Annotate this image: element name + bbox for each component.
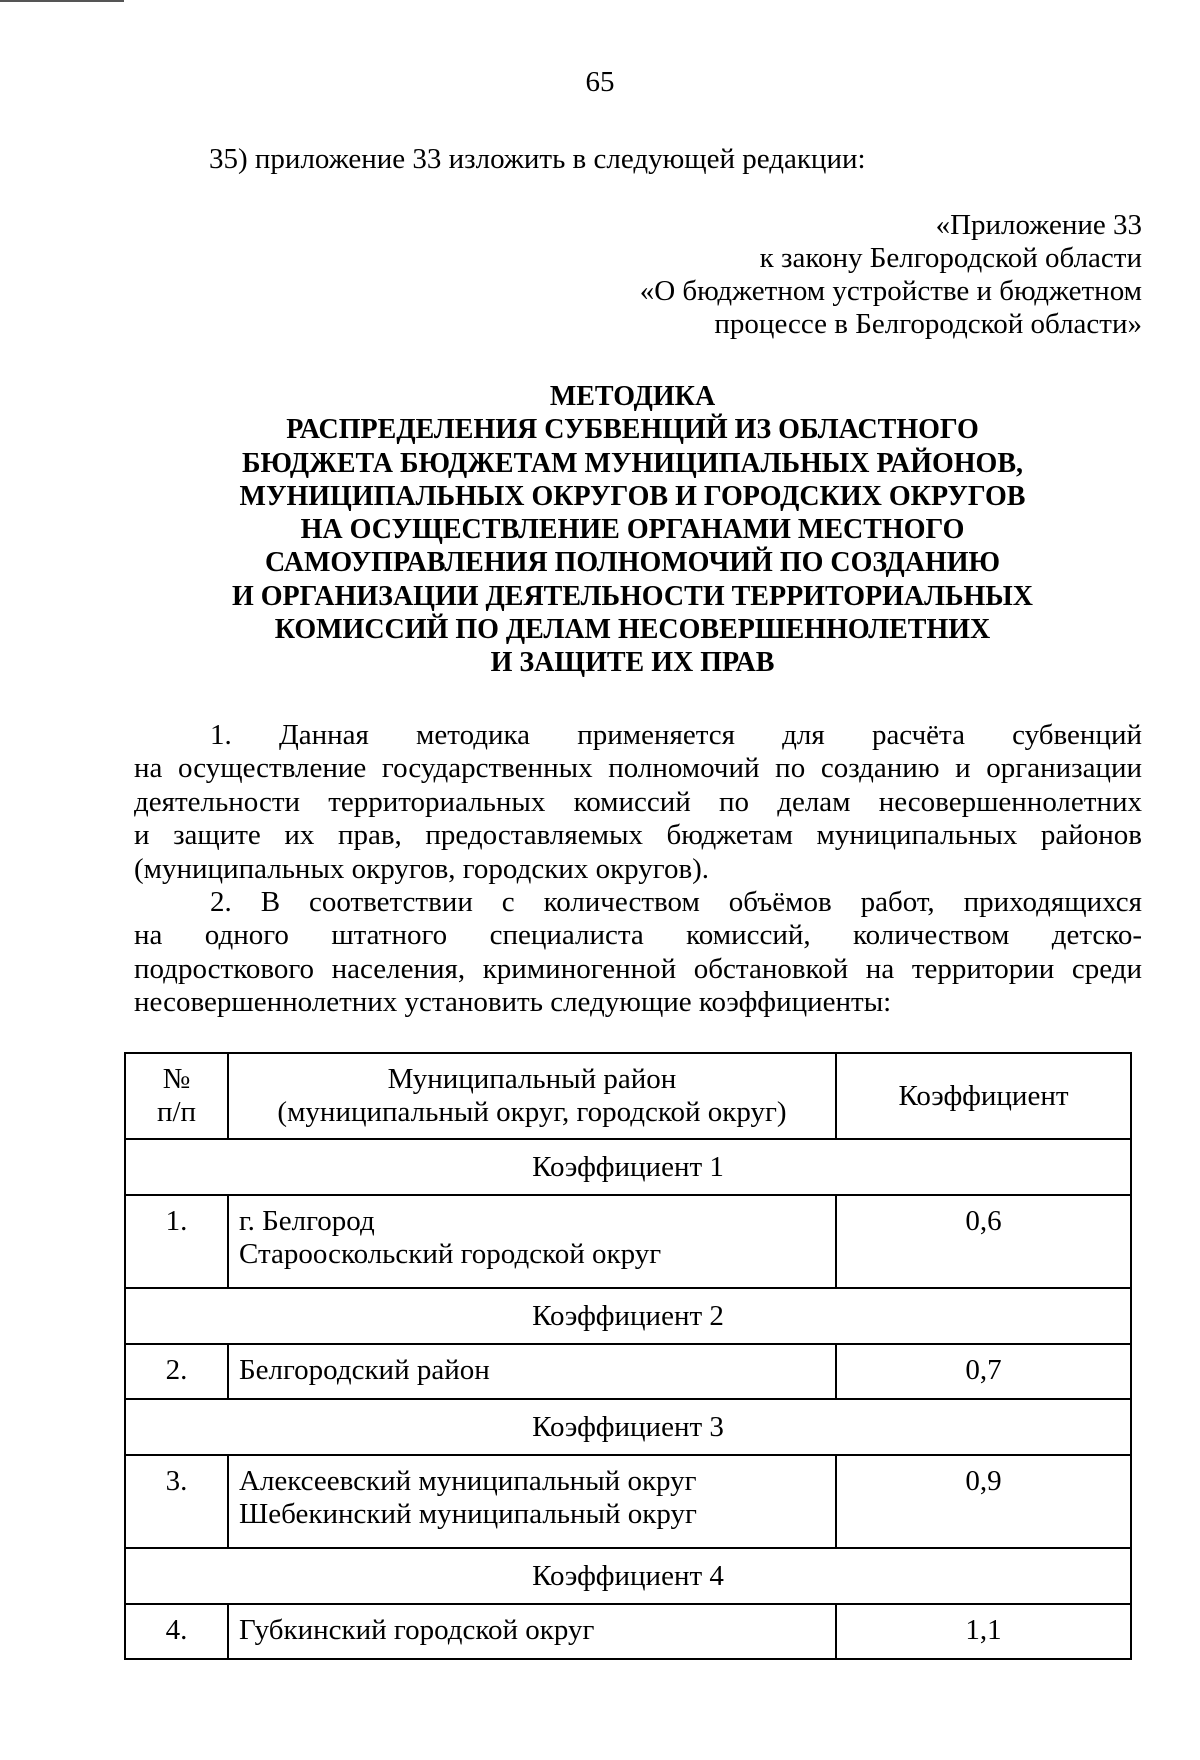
annex-reference — [640, 209, 1142, 341]
title-line: БЮДЖЕТА БЮДЖЕТАМ МУНИЦИПАЛЬНЫХ РАЙОНОВ, — [241, 447, 1024, 479]
annex-line: «О бюджетном устройстве и бюджетном — [639, 275, 1142, 307]
table-header-row — [125, 1053, 1131, 1139]
title-line: МУНИЦИПАЛЬНЫХ ОКРУГОВ И ГОРОДСКИХ ОКРУГОВ — [239, 480, 1026, 512]
amendment-intro: 35) приложение 33 изложить в следующей редакции: — [209, 143, 866, 175]
annex-line: процессе в Белгородской области» — [714, 308, 1142, 340]
page-number: 65 — [585, 66, 615, 98]
group-row — [125, 1139, 1131, 1195]
row-municipality: г. Белгород Старооскольский городской округ — [228, 1195, 836, 1288]
row-coefficient: 1,1 — [836, 1604, 1131, 1659]
table-row — [125, 1604, 1131, 1659]
paragraph-line: 2. В соответствии с количеством объёмов работ, приходящихся — [210, 886, 1142, 918]
paragraph-line: на осуществление государственных полномочий по созданию и организации — [134, 752, 1142, 785]
title-line: И ЗАЩИТЕ ИХ ПРАВ — [490, 647, 775, 679]
group-title: Коэффициент 1 — [125, 1139, 1131, 1195]
row-coefficient: 0,6 — [836, 1195, 1131, 1288]
row-municipality: Белгородский район — [228, 1344, 836, 1399]
table-row — [125, 1344, 1131, 1399]
paragraph-line: подросткового населения, криминогенной обстановкой на территории среди — [134, 952, 1142, 985]
title-line: И ОРГАНИЗАЦИИ ДЕЯТЕЛЬНОСТИ ТЕРРИТОРИАЛЬНЫХ — [231, 580, 1034, 612]
header-municipality: Муниципальный район (муниципальный округ, городской округ) — [228, 1053, 836, 1139]
row-number: 4. — [125, 1604, 228, 1659]
annex-line: к закону Белгородской области — [759, 242, 1142, 274]
group-row — [125, 1288, 1131, 1344]
group-row — [125, 1399, 1131, 1455]
coefficient-table — [124, 1052, 1132, 1660]
title-line: РАСПРЕДЕЛЕНИЯ СУБВЕНЦИЙ ИЗ ОБЛАСТНОГО — [286, 414, 979, 446]
paragraph-line: (муниципальных округов, городских округов). — [134, 852, 710, 885]
table-row — [125, 1195, 1131, 1288]
row-coefficient: 0,9 — [836, 1455, 1131, 1548]
row-coefficient: 0,7 — [836, 1344, 1131, 1399]
row-number: 1. — [125, 1195, 228, 1288]
table-row — [125, 1455, 1131, 1548]
paragraph-line: на одного штатного специалиста комиссий, количеством детско- — [134, 919, 1142, 952]
group-row — [125, 1548, 1131, 1604]
group-title: Коэффициент 2 — [125, 1288, 1131, 1344]
title-line: НА ОСУЩЕСТВЛЕНИЕ ОРГАНАМИ МЕСТНОГО — [300, 514, 965, 546]
paragraph-line: деятельности территориальных комиссий по делам несовершеннолетних — [134, 785, 1142, 818]
group-title: Коэффициент 3 — [125, 1399, 1131, 1455]
row-number: 3. — [125, 1455, 228, 1548]
annex-line: «Приложение 33 — [935, 209, 1142, 241]
paragraph-line: 1. Данная методика применяется для расчёта субвенций — [210, 719, 1142, 751]
header-number: № п/п — [125, 1053, 228, 1139]
title-line: КОМИССИЙ ПО ДЕЛАМ НЕСОВЕРШЕННОЛЕТНИХ — [274, 614, 991, 646]
title-line: МЕТОДИКА — [549, 381, 716, 412]
header-coefficient: Коэффициент — [836, 1053, 1131, 1139]
paragraph-line: несовершеннолетних установить следующие коэффициенты: — [134, 986, 892, 1019]
paragraph-line: и защите их прав, предоставляемых бюджетам муниципальных районов — [134, 819, 1142, 852]
paragraph-2 — [134, 886, 1142, 1020]
methodology-title — [0, 380, 1200, 680]
title-line: САМОУПРАВЛЕНИЯ ПОЛНОМОЧИЙ ПО СОЗДАНИЮ — [264, 547, 1001, 579]
scan-edge-line — [0, 0, 124, 2]
row-number: 2. — [125, 1344, 228, 1399]
row-municipality: Алексеевский муниципальный округ Шебекинский муниципальный округ — [228, 1455, 836, 1548]
group-title: Коэффициент 4 — [125, 1548, 1131, 1604]
paragraph-1 — [134, 719, 1142, 886]
row-municipality: Губкинский городской округ — [228, 1604, 836, 1659]
